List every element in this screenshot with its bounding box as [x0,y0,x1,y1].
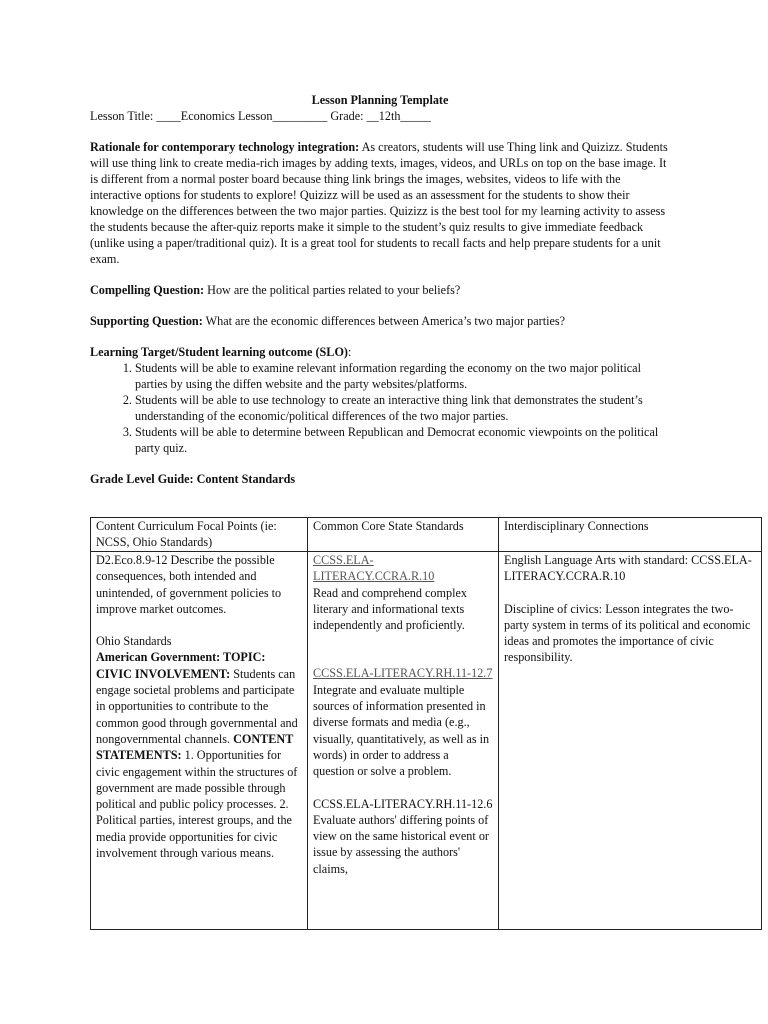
standard-text: Integrate and evaluate multiple sources of information presented in diverse formats and media (e.g., visually, quantitatively, as well as in words) in order to address a question or solve a problem. [313,682,490,779]
standards-table [90,517,762,930]
lesson-title-line: Lesson Title: ____Economics Lesson_________ Grade: __12th_____ [90,109,431,123]
topic-text: Students can engage societal problems and participate in opportunities to contribute to the common good through governmental and nongovernmental channels. [96,666,298,746]
focal-points-cell [91,552,308,930]
content-statements-label: CONTENT STATEMENTS: [96,731,294,763]
standards-heading [90,471,670,487]
standards-table-wrap [90,517,762,930]
rationale-label: Rationale for contemporary technology integration: [90,140,360,154]
standard-text: Evaluate authors' differing points of view on the same historical event or issue by assessing the authors' claims, [313,812,489,876]
standard-link[interactable]: CCSS.ELA-LITERACY.CCRA.R.10 [313,553,435,584]
document-page [90,92,670,487]
compelling-text: How are the political parties related to your beliefs? [204,283,461,297]
ela-connection: English Language Arts with standard: CCSS.ELA-LITERACY.CCRA.R.10 [504,553,752,584]
slo-label: Learning Target/Student learning outcome (SLO) [90,345,348,359]
common-core-cell [308,552,499,930]
standard-code: CCSS.ELA-LITERACY.RH.11-12.6 [313,796,493,811]
rationale-text: As creators, students will use Thing link and Quizizz. Students will use thing link to create media-rich images by adding texts, images, videos, and URLs on top on the base image. It is different from a normal poster board because thing link brings the images, websites, videos to life with the interactive options for students to explore! Quizizz will be used as an assessment for the students to show their knowledge on the differences between the two major parties. Quizizz is the best tool for my learning activity to assess the students because the after-quiz reports make it simple to the student’s quiz results to give immediate feedback (unlike using a paper/traditional quiz). It is a great tool for students to recall facts and help prepare students for a unit exam. [90,140,668,266]
header-cell: Content Curriculum Focal Points (ie: NCSS, Ohio Standards) [91,518,308,552]
supporting-question [90,313,670,329]
standards-heading-text: Grade Level Guide: Content Standards [90,472,296,486]
table-header-row [91,518,762,552]
table-row [91,552,762,930]
supporting-label: Supporting Question: [90,314,203,328]
slo-list [90,360,670,456]
standard-text: Read and comprehend complex literary and informational texts independently and proficiently. [313,585,467,633]
header-cell: Common Core State Standards [308,518,499,552]
document-title: Lesson Planning Template [311,93,449,107]
topic-label: American Government: TOPIC: CIVIC INVOLVEMENT: [96,650,266,681]
ohio-standards-label: Ohio Standards [96,634,172,649]
content-statements-text: 1. Opportunities for civic engagement within the structures of government are made possible through political and public policy processes. 2. Political parties, interest groups, and the media provide opportunities for civic involvement through various means. [96,748,298,861]
standard-link[interactable]: CCSS.ELA-LITERACY.RH.11-12.7 [313,666,493,681]
slo-heading [90,344,670,360]
compelling-question [90,282,670,298]
d2-standard: D2.Eco.8.9-12 Describe the possible consequences, both intended and unintended, of government policies to improve market outcomes. [96,553,282,616]
header-cell: Interdisciplinary Connections [499,518,762,552]
rationale-paragraph [90,139,670,267]
supporting-text: What are the economic differences between America’s two major parties? [202,314,566,328]
civics-connection: Discipline of civics: Lesson integrates the two-party system in terms of its political and economic ideas and promotes the importance of civic responsibility. [504,601,751,665]
list-item: 1. Students will be able to examine relevant information regarding the economy on the two major political parties by using the diffen website and the party websites/platforms. [135,360,670,392]
list-item: 2. Students will be able to use technology to create an interactive thing link that demonstrates the student’s understanding of the economic/political differences of the two major parties. [135,392,670,424]
list-item: 3. Students will be able to determine between Republican and Democrat economic viewpoints on the political party quiz. [135,424,670,456]
interdisciplinary-cell [499,552,762,930]
slo-suffix: : [347,345,352,359]
compelling-label: Compelling Question: [90,283,205,297]
ohio-standards-text [96,649,302,861]
